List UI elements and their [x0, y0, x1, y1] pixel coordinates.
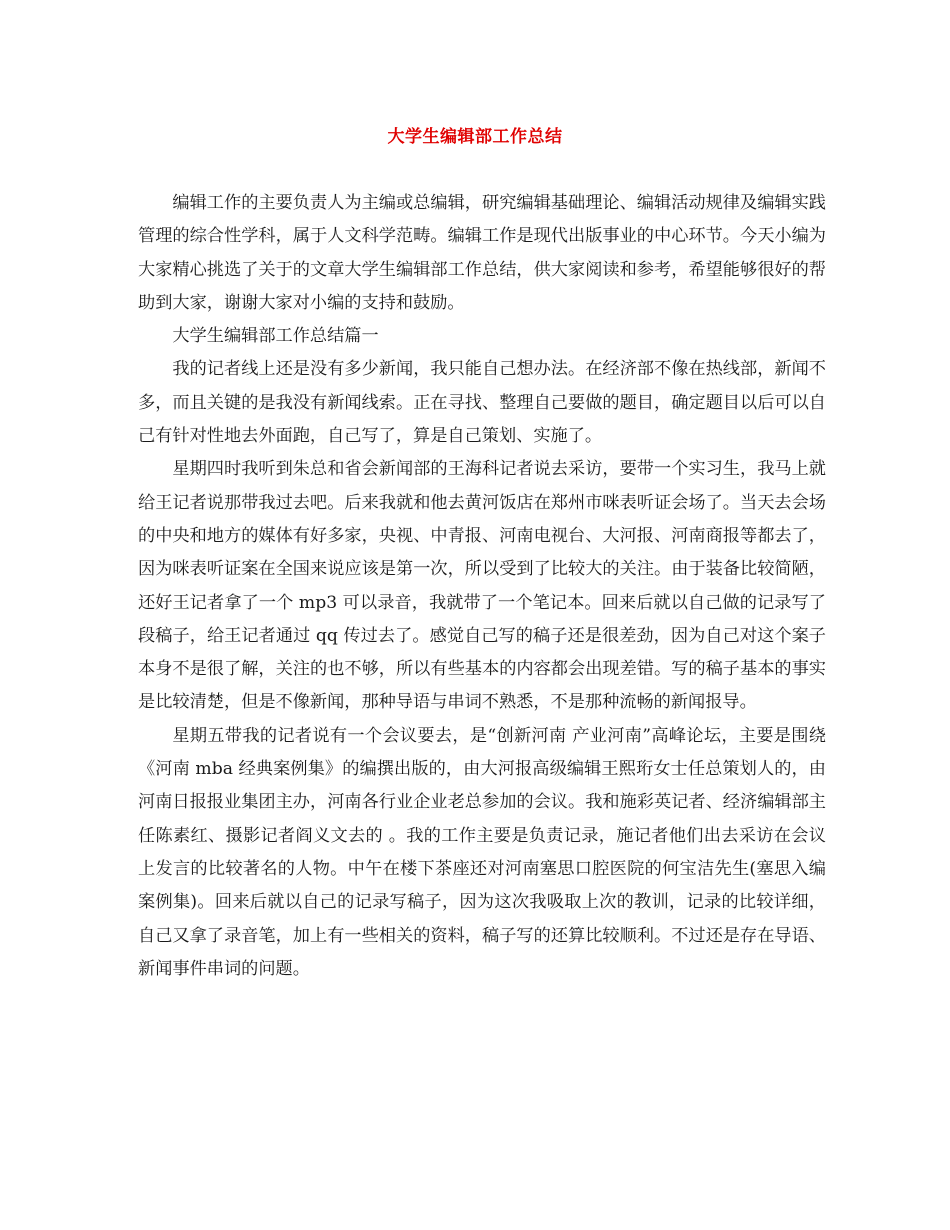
paragraph-intro: 编辑工作的主要负责人为主编或总编辑，研究编辑基础理论、编辑活动规律及编辑实践管理的综合性学科，属于人文科学范畴。编辑工作是现代出版事业的中心环节。今天小编为大家精心挑选了关于的文章大学生编辑部工作总结，供大家阅读和参考，希望能够很好的帮助到大家，谢谢大家对小编的支持和鼓励。 — [138, 193, 826, 313]
paragraph: 星期四时我听到朱总和省会新闻部的王海科记者说去采访，要带一个实习生，我马上就给王记者说那带我过去吧。后来我就和他去黄河饭店在郑州市咪表听证会场了。当天去会场的中央和地方的媒体有好多家，央视、中青报、河南电视台、大河报、河南商报等都去了，因为咪表听证案在全国来说应该是第一次，所以受到了比较大的关注。由于装备比较简陋，还好王记者拿了一个 mp3 可以录音，我就带了一个笔记本。回来后就以自己做的记录写了段稿子，给王记者通过 qq 传过去了。感觉自己写的稿子还是很差劲，因为自己对这个案子本身不是很了解，关注的也不够，所以有些基本的内容都会出现差错。写的稿子基本的事实是比较清楚，但是不像新闻，那种导语与串词不熟悉，不是那种流畅的新闻报导。 — [138, 459, 826, 713]
section-heading: 大学生编辑部工作总结篇一 — [172, 326, 379, 347]
document-title: 大学生编辑部工作总结 — [387, 127, 563, 147]
paragraph: 星期五带我的记者说有一个会议要去，是“创新河南 产业河南”高峰论坛，主要是围绕《河南 mba 经典案例集》的编撰出版的，由大河报高级编辑王熙珩女士任总策划人的，由河南日报报业集团主办，河南各行业企业老总参加的会议。我和施彩英记者、经济编辑部主任陈素红、摄影记者阎义文去的 。我的工作主要是负责记录，施记者他们出去采访在会议上发言的比较著名的人物。中午在楼下茶座还对河南塞思口腔医院的何宝洁先生(塞思入编案例集)。回来后就以自己的记录写稿子，因为这次我吸取上次的教训，记录的比较详细，自己又拿了录音笔，加上有一些相关的资料，稿子写的还算比较顺利。不过还是存在导语、新闻事件串词的问题。 — [138, 725, 826, 979]
paragraph: 我的记者线上还是没有多少新闻，我只能自己想办法。在经济部不像在热线部，新闻不多，而且关键的是我没有新闻线索。正在寻找、整理自己要做的题目，确定题目以后可以自己有针对性地去外面跑，自己写了，算是自己策划、实施了。 — [138, 359, 826, 447]
document-body — [138, 187, 826, 986]
